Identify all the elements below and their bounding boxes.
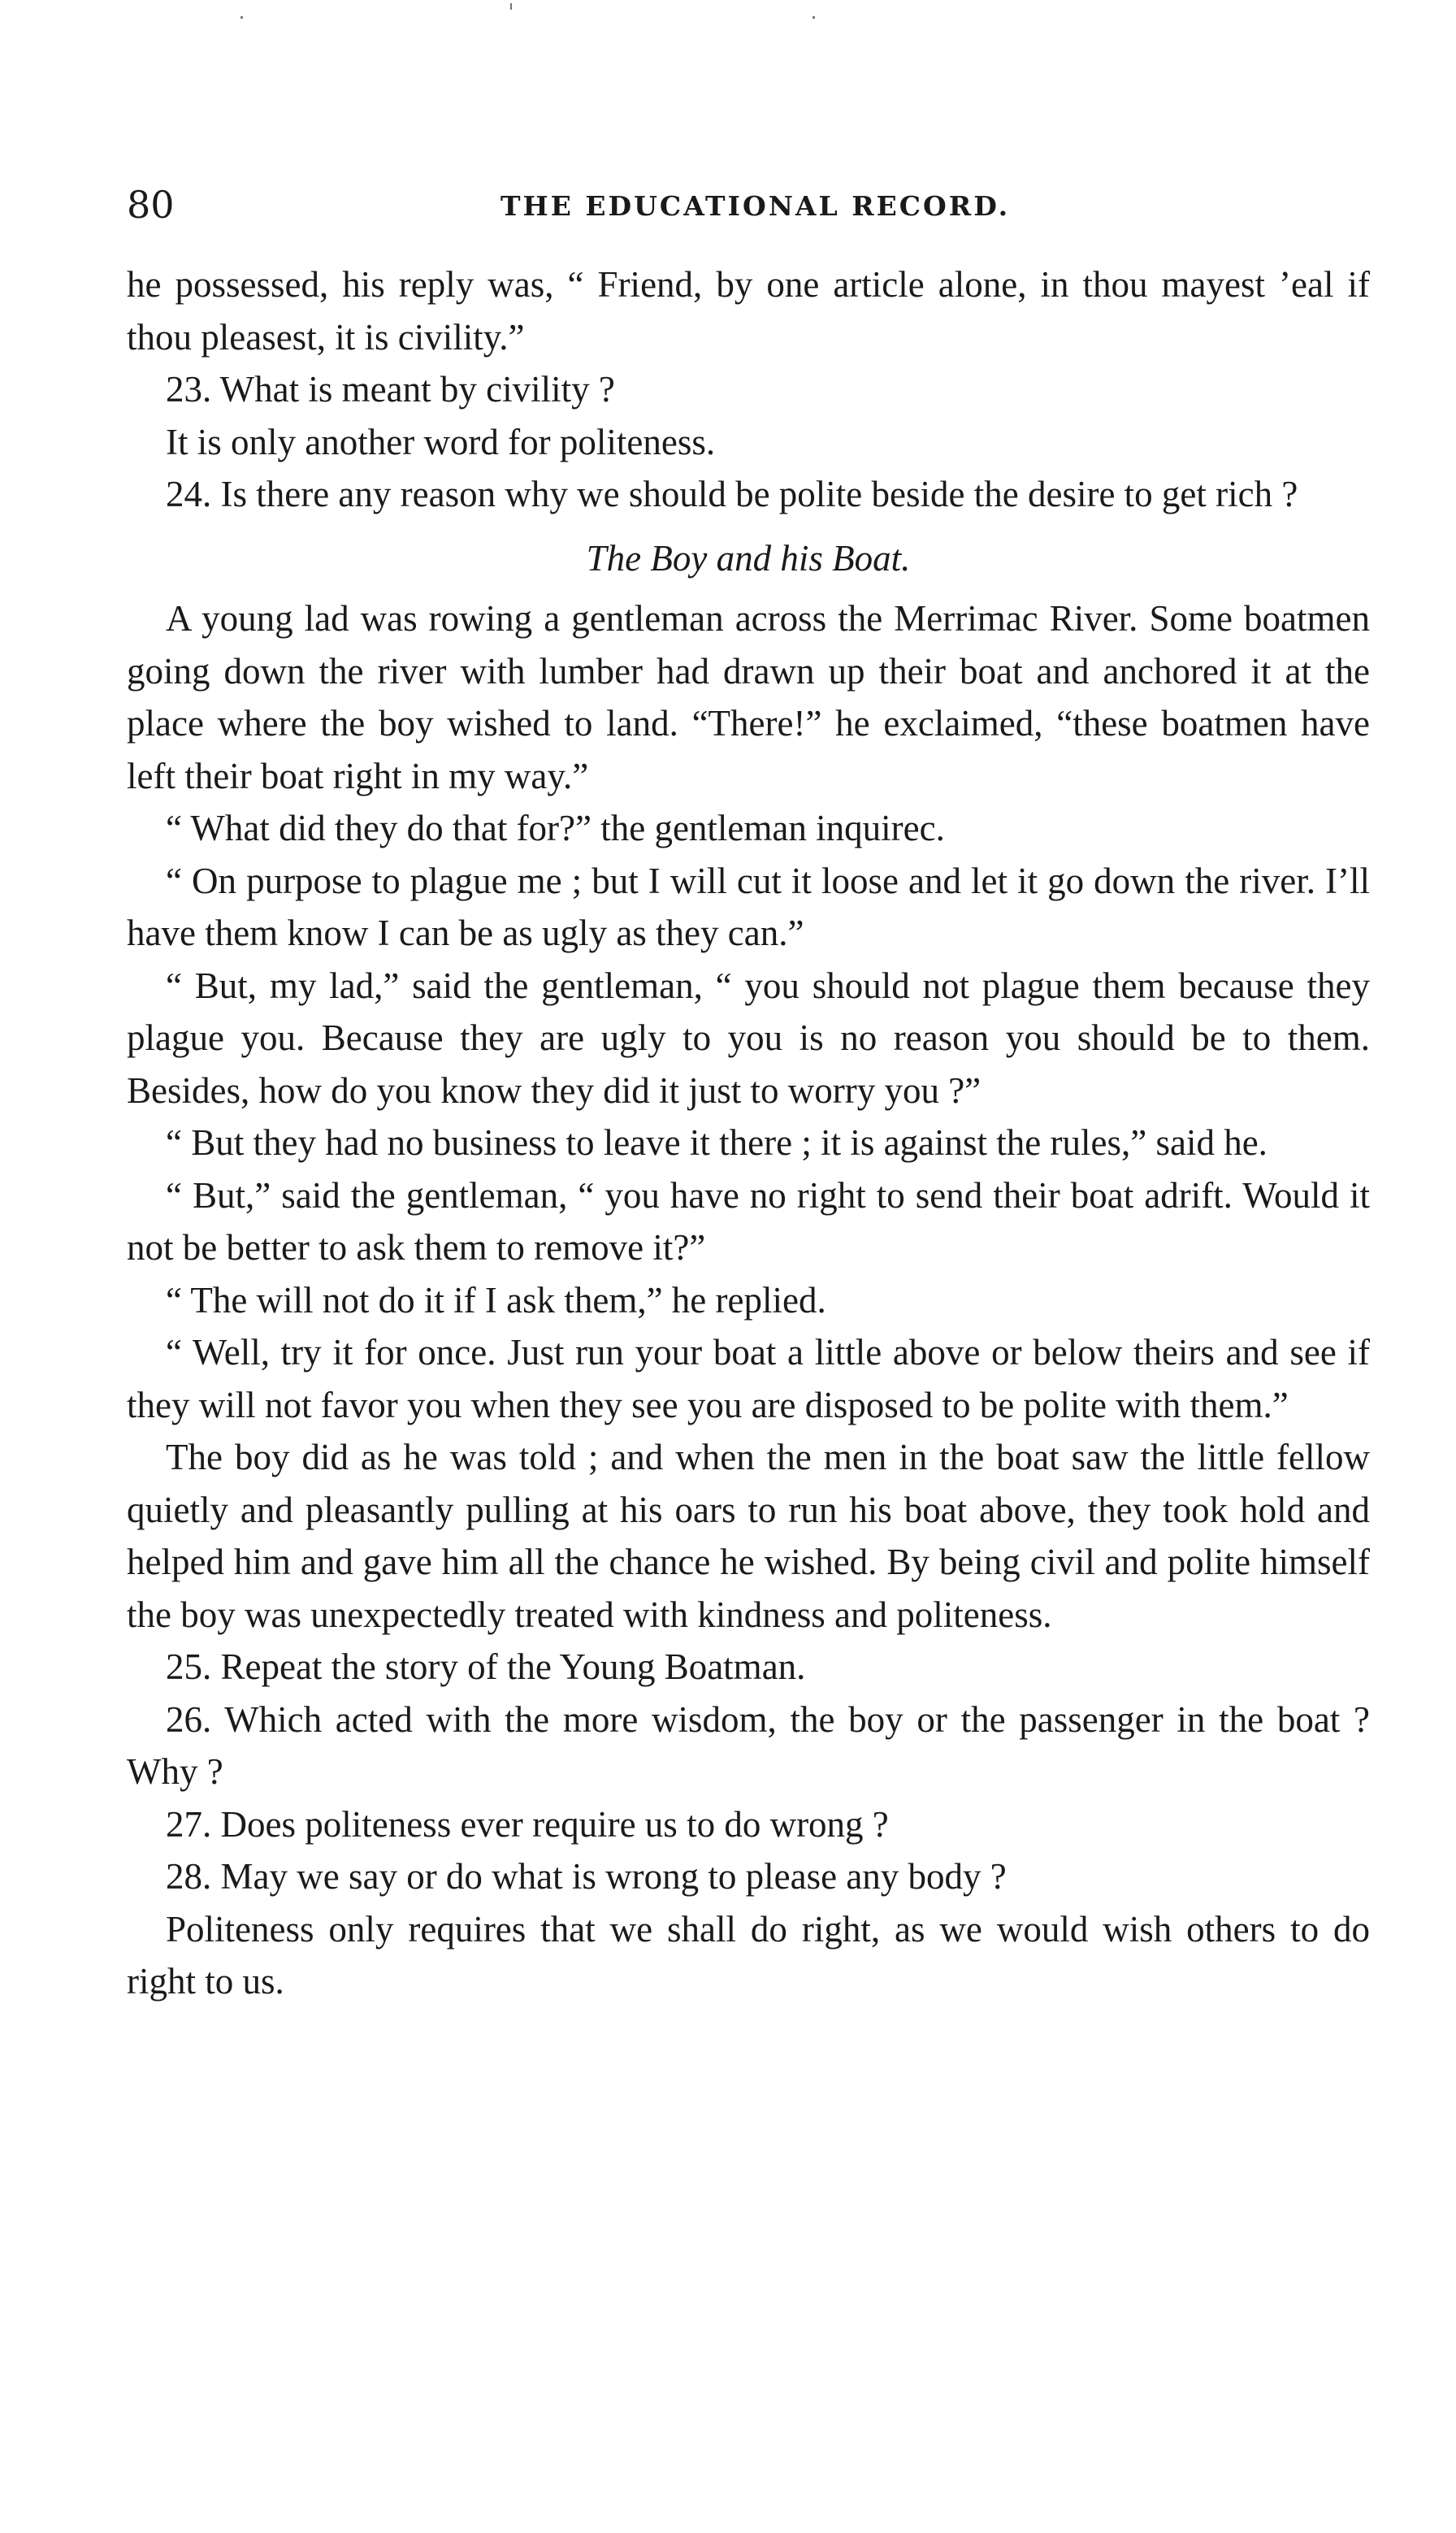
question: 28. May we say or do what is wrong to please any body ? bbox=[166, 1856, 1007, 1897]
question: 26. Which acted with the more wisdom, the boy or the passenger in the boat ? Why ? bbox=[127, 1698, 1370, 1792]
paragraph: It is only another word for politeness. bbox=[166, 421, 716, 462]
paragraph: “ What did they do that for?” the gentleman inquirec. bbox=[166, 808, 945, 848]
scan-speck bbox=[240, 16, 243, 19]
question: 27. Does politeness ever require us to do wrong ? bbox=[166, 1803, 889, 1845]
page-header bbox=[127, 180, 1370, 229]
paragraph: “ The will not do it if I ask them,” he replied. bbox=[166, 1279, 826, 1321]
paragraph: 24. Is there any reason why we should be polite beside the desire to get rich ? bbox=[166, 474, 1298, 514]
story-title: The Boy and his Boat. bbox=[586, 537, 911, 579]
paragraph: “ But,” said the gentleman, “ you have no right to send their boat adrift. Would it not be better to ask them to remove it?” bbox=[127, 1174, 1370, 1268]
scan-speck bbox=[812, 16, 815, 19]
paragraph: A young lad was rowing a gentleman across the Merrimac River. Some boatmen going down the river with lumber had drawn up their boat and anchored it at the place where the boy wished to land. “There!” he exclaimed, “these boatmen have left their boat right in my way.” bbox=[127, 598, 1370, 796]
paragraph: he possessed, his reply was, “ Friend, by one article alone, in thou mayest ʼeal if thou pleasest, it is civility.” bbox=[127, 264, 1370, 358]
paragraph: “ But, my lad,” said the gentleman, “ you should not plague them because they plague you. Because they are ugly to you is no reason you should be to them. Besides, how do you know they did it just to worry you ?” bbox=[127, 965, 1370, 1111]
paragraph: Politeness only requires that we shall do right, as we would wish others to do right to us. bbox=[127, 1908, 1370, 2002]
paragraph: The boy did as he was told ; and when the men in the boat saw the little fellow quietly and pleasantly pulling at his oars to run his boat above, they took hold and helped him and gave him all the chance he wished. By being civil and polite himself the boy was unexpectedly treated with kindness and politeness. bbox=[127, 1437, 1370, 1635]
question: 25. Repeat the story of the Young Boatman. bbox=[166, 1646, 806, 1687]
page-number: 80 bbox=[127, 183, 175, 227]
scan-speck bbox=[510, 3, 512, 10]
running-head: THE EDUCATIONAL RECORD. bbox=[500, 190, 1011, 222]
page-body bbox=[127, 258, 1370, 2008]
paragraph: “ On purpose to plague me ; but I will cut it loose and let it go down the river. I’ll have them know I can be as ugly as they can.” bbox=[127, 860, 1370, 953]
paragraph: 23. What is meant by civility ? bbox=[166, 369, 615, 410]
paragraph: “ Well, try it for once. Just run your boat a little above or below theirs and see if they will not favor you when they see you are disposed to be polite with them.” bbox=[127, 1332, 1370, 1425]
paragraph: “ But they had no business to leave it there ; it is against the rules,” said he. bbox=[166, 1122, 1268, 1163]
